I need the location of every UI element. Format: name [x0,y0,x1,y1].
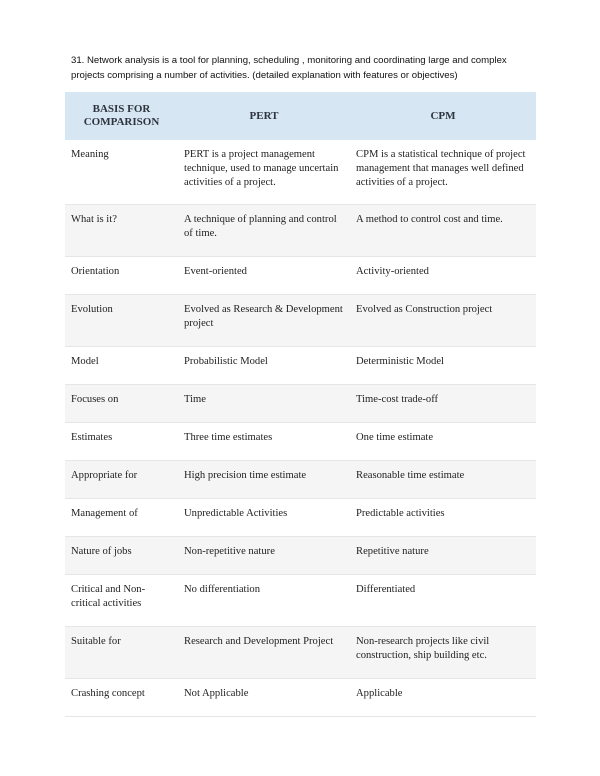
cpm-cell: CPM is a statistical technique of project management that manages well defined activities of a project. [350,140,536,204]
table-row [65,626,536,678]
pert-cell: No differentiation [178,574,350,626]
cpm-cell: Applicable [350,678,536,716]
table-row [65,422,536,460]
table-row [65,140,536,204]
row-label: Suitable for [65,626,178,678]
table-row [65,346,536,384]
row-label: Focuses on [65,384,178,422]
cpm-cell: One time estimate [350,422,536,460]
row-label: Management of [65,498,178,536]
cpm-cell: Differentiated [350,574,536,626]
comparison-table [65,92,536,717]
pert-cell: Evolved as Research & Development project [178,294,350,346]
cpm-cell: Repetitive nature [350,536,536,574]
cpm-cell: A method to control cost and time. [350,204,536,256]
table-row [65,536,536,574]
pert-cell: Three time estimates [178,422,350,460]
row-label: Crashing concept [65,678,178,716]
pert-cell: Event-oriented [178,256,350,294]
row-label: Nature of jobs [65,536,178,574]
table-row [65,256,536,294]
row-label: Critical and Non-critical activities [65,574,178,626]
pert-cell: High precision time estimate [178,460,350,498]
row-label: Orientation [65,256,178,294]
cpm-cell: Evolved as Construction project [350,294,536,346]
row-label: Estimates [65,422,178,460]
header-cpm: CPM [350,92,536,140]
pert-cell: Non-repetitive nature [178,536,350,574]
pert-cell: Not Applicable [178,678,350,716]
table-row [65,204,536,256]
intro-line-1: 31. Network analysis is a tool for planning, scheduling , monitoring and coordinating large and complex [71,55,507,66]
row-label: Appropriate for [65,460,178,498]
cpm-cell: Reasonable time estimate [350,460,536,498]
row-label: Meaning [65,140,178,204]
cpm-cell: Predictable activities [350,498,536,536]
intro-paragraph [71,53,541,83]
pert-cell: Unpredictable Activities [178,498,350,536]
row-label: What is it? [65,204,178,256]
cpm-cell: Activity-oriented [350,256,536,294]
cpm-cell: Time-cost trade-off [350,384,536,422]
table-header-row [65,92,536,140]
table-row [65,460,536,498]
header-basis: BASIS FOR COMPARISON [65,92,178,140]
table-row [65,294,536,346]
row-label: Evolution [65,294,178,346]
intro-line-2: projects comprising a number of activities. (detailed explanation with features or objectives) [71,70,458,81]
pert-cell: Research and Development Project [178,626,350,678]
table-row [65,574,536,626]
pert-cell: Probabilistic Model [178,346,350,384]
table-row [65,384,536,422]
cpm-cell: Deterministic Model [350,346,536,384]
pert-cell: Time [178,384,350,422]
header-pert: PERT [178,92,350,140]
cpm-cell: Non-research projects like civil construction, ship building etc. [350,626,536,678]
table-row [65,678,536,716]
table-row [65,498,536,536]
pert-cell: A technique of planning and control of time. [178,204,350,256]
row-label: Model [65,346,178,384]
pert-cell: PERT is a project management technique, used to manage uncertain activities of a project. [178,140,350,204]
